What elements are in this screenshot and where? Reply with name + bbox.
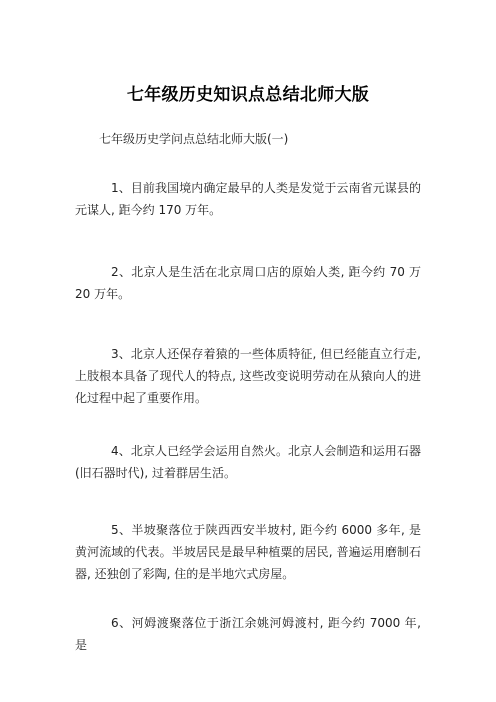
paragraph-4: 4、北京人已经学会运用自然火。北京人会制造和运用石器(旧石器时代), 过着群居生活。 xyxy=(75,444,421,480)
document-title: 七年级历史知识点总结北师大版 xyxy=(126,85,370,105)
paragraph-1: 1、目前我国境内确定最早的人类是发觉于云南省元谋县的元谋人, 距今约 170 万年。 xyxy=(75,181,421,217)
paragraph-2: 2、北京人是生活在北京周口店的原始人类, 距今约 70 万 20 万年。 xyxy=(75,265,421,301)
paragraph-3: 3、北京人还保存着猿的一些体质特征, 但已经能直立行走, 上肢根本具备了现代人的特点, 这些改变说明劳动在从猿向人的进化过程中起了重要作用。 xyxy=(75,347,421,405)
paragraph-5: 5、半坡聚落位于陕西西安半坡村, 距今约 6000 多年, 是黄河流域的代表。半坡居民是最早种植粟的居民, 普遍运用磨制石器, 还独创了彩陶, 住的是半地穴式房屋。 xyxy=(75,523,421,581)
paragraph-6: 6、河姆渡聚落位于浙江余姚河姆渡村, 距今约 7000 年, 是 xyxy=(75,616,421,652)
document-subtitle: 七年级历史学问点总结北师大版(一) xyxy=(99,132,289,146)
